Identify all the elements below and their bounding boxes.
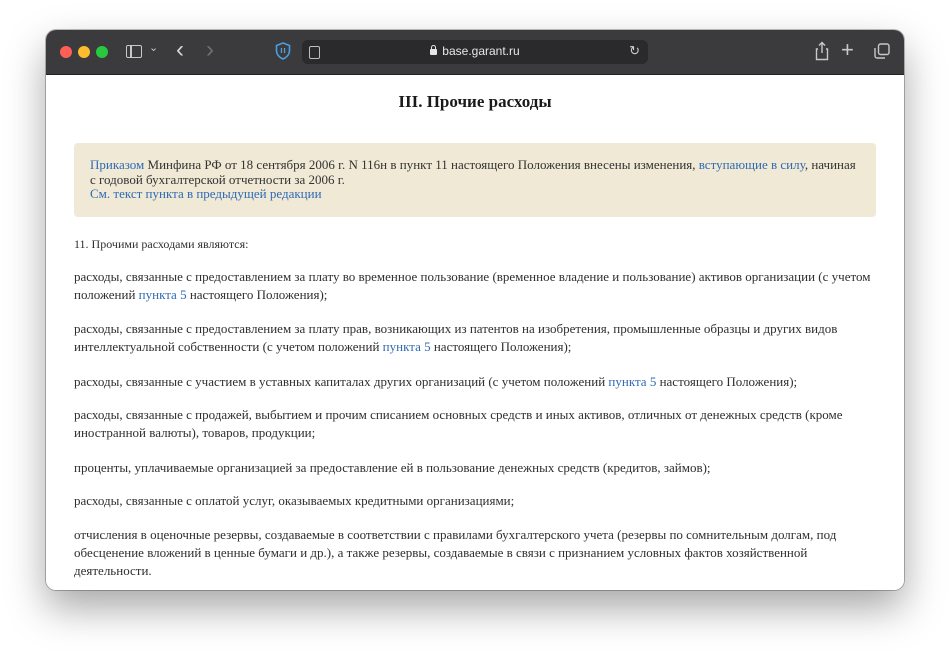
- clause-5-link[interactable]: пункта 5: [382, 339, 431, 354]
- clause-5-link[interactable]: пункта 5: [608, 374, 657, 389]
- order-link[interactable]: Приказом: [90, 157, 145, 172]
- lock-icon: [430, 49, 437, 55]
- reload-icon[interactable]: ↻: [629, 43, 640, 58]
- paragraph-5: проценты, уплачиваемые организацией за предоставление ей в пользование денежных средств (кредитов, займов);: [74, 460, 711, 475]
- browser-toolbar: [46, 30, 904, 75]
- paragraph-text: настоящего Положения);: [656, 374, 798, 389]
- previous-edition-link[interactable]: См. текст пункта в предыдущей редакции: [90, 186, 322, 201]
- privacy-shield-icon[interactable]: [275, 42, 291, 60]
- paragraph-3: [74, 373, 876, 391]
- plus-icon[interactable]: +: [841, 37, 854, 62]
- minimize-window-button[interactable]: [78, 46, 90, 58]
- notice-text-2: , начиная с годовой бухгалтерской отчетности за 2006 г.: [90, 157, 856, 187]
- paragraph-1: [74, 268, 876, 304]
- paragraph-2: [74, 320, 876, 356]
- close-window-button[interactable]: [60, 46, 72, 58]
- paragraph-4: расходы, связанные с продажей, выбытием и прочим списанием основных средств и иных активов, отличных от денежных средств (кроме иностранной валюты), товаров, продукции;: [74, 407, 843, 440]
- forward-arrow-icon[interactable]: ›: [206, 36, 214, 63]
- clause-5-link[interactable]: пункта 5: [138, 287, 187, 302]
- paragraph-text: расходы, связанные с участием в уставных капиталах других организаций (с учетом положений: [74, 374, 609, 389]
- url-label: base.garant.ru: [442, 44, 520, 58]
- paragraph-text: расходы, связанные с предоставлением за плату прав, возникающих из патентов на изобретения, промышленные образцы и других видов интеллектуальной собственности (с учетом положений: [74, 321, 838, 354]
- effective-link[interactable]: вступающие в силу: [698, 157, 805, 172]
- intro-paragraph: 11. Прочими расходами являются:: [74, 237, 249, 251]
- paragraph-7: отчисления в оценочные резервы, создаваемые в соответствии с правилами бухгалтерского учета (резервы по сомнительным долгам, под обесценение вложений в ценные бумаги и др.), а также резервы, создаваемые в связи с признанием условных фактов хозяйственной деятельности.: [74, 527, 837, 578]
- notice-text-1: Минфина РФ от 18 сентября 2006 г. N 116н в пункт 11 настоящего Положения внесены изменения,: [144, 157, 699, 172]
- address-bar[interactable]: [302, 40, 648, 64]
- browser-window: [46, 30, 904, 590]
- url-text[interactable]: [302, 44, 648, 58]
- share-icon[interactable]: [814, 41, 830, 61]
- back-arrow-icon[interactable]: ‹: [176, 36, 184, 63]
- paragraph-6: расходы, связанные с оплатой услуг, оказываемых кредитными организациями;: [74, 493, 515, 508]
- paragraph-text: настоящего Положения);: [430, 339, 572, 354]
- page-content: [46, 75, 904, 590]
- page-title: III. Прочие расходы: [398, 92, 552, 111]
- zoom-window-button[interactable]: [96, 46, 108, 58]
- paragraph-text: расходы, связанные с предоставлением за плату во временное пользование (временное владение и пользование) активов организации (с учетом положений: [74, 269, 871, 302]
- tabs-icon[interactable]: [874, 43, 890, 59]
- sidebar-icon[interactable]: [126, 45, 142, 58]
- paragraph-text: настоящего Положения);: [186, 287, 328, 302]
- amendment-notice: [74, 143, 876, 217]
- chevron-down-icon[interactable]: ⌄: [149, 42, 159, 54]
